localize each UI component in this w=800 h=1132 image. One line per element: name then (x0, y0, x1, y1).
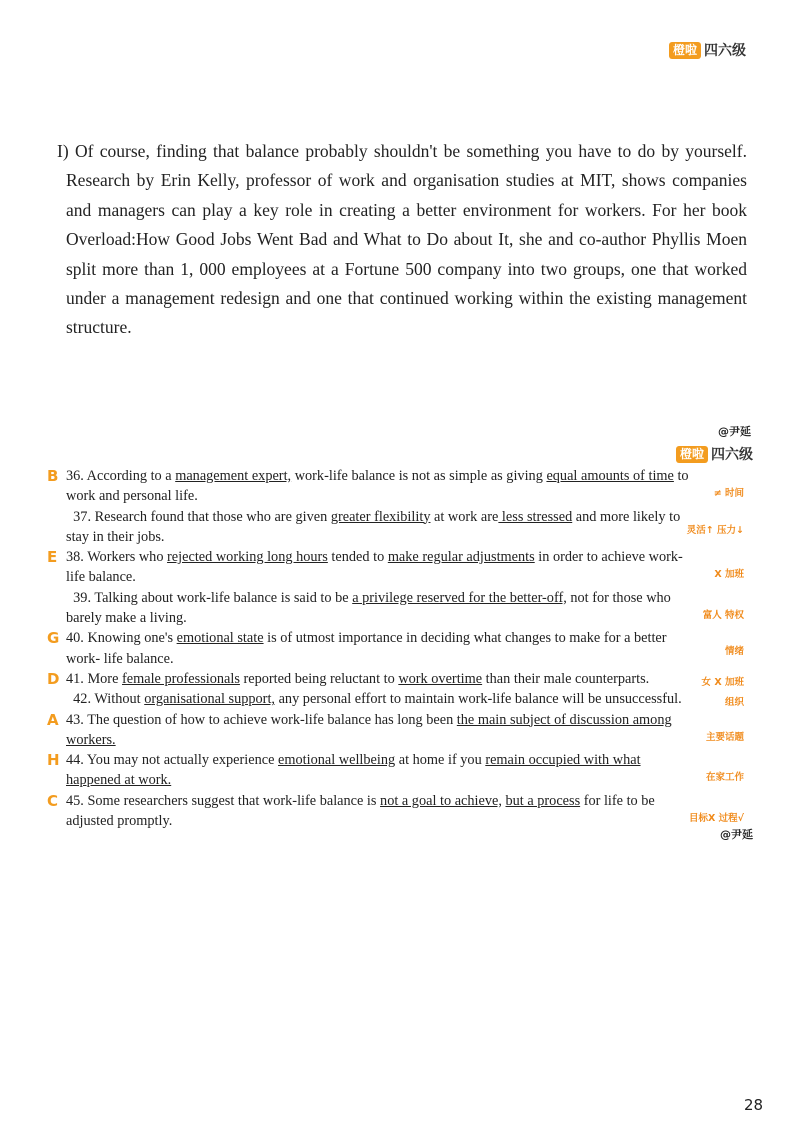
answer-tag: G (47, 629, 60, 648)
question-text: 45. Some researchers suggest that work-life balance is not a goal to achieve, but a process for life to be adjusted promptly. (66, 792, 655, 830)
question-37 (40, 507, 750, 548)
brand-text: 四六级 (704, 43, 747, 59)
question-text: 42. Without organisational support, any personal effort to maintain work-life balance will be unsuccessful. (73, 691, 682, 708)
answer-tag: H (47, 751, 60, 770)
passage-text: Of course, finding that balance probably shouldn't be something you have to do by yourself. Research by Erin Kelly, professor of work and organisation studies at MIT, shows companies and managers can play a key role in creating a better environment for workers. For her book Overload:How Good Jobs Went Bad and What to Do about It, she and co-author Phyllis Moen split more than 1, 000 employees at a Fortune 500 company into two groups, one that worked under a management redesign and one that continued working within the existing management structure. (66, 141, 747, 338)
question-43 (40, 710, 750, 751)
annotation: 灵活↑ 压力↓ (686, 524, 744, 536)
annotation: 主要话题 (705, 731, 744, 743)
question-40 (40, 628, 750, 669)
question-text: 38. Workers who rejected working long hours tended to make regular adjustments in order to achieve work- life balance. (66, 549, 683, 586)
passage-letter: I) (57, 141, 69, 161)
question-39 (40, 588, 750, 629)
answer-tag: A (47, 710, 59, 729)
question-45 (40, 791, 750, 832)
brand-badge: 橙啦 (676, 446, 708, 463)
passage (57, 137, 747, 343)
question-41 (40, 669, 750, 689)
question-text: 44. You may not actually experience emotional wellbeing at home if you remain occupied with what happened at work. (66, 752, 641, 789)
annotation: ≠ 时间 (713, 488, 744, 499)
brand-badge: 橙啦 (669, 42, 701, 59)
question-text: 43. The question of how to achieve work-life balance has long been the main subject of discussion among workers. (66, 711, 672, 748)
answer-tag: E (47, 548, 58, 567)
page-number: 28 (744, 1096, 764, 1114)
question-42 (40, 689, 750, 709)
annotation: 组织 (724, 697, 744, 709)
annotation: X 加班 (714, 569, 744, 581)
annotation: 富人 特权 (702, 609, 744, 621)
answer-tag: B (47, 467, 59, 485)
brand-text: 四六级 (711, 447, 754, 463)
annotation: 目标X 过程√ (689, 812, 744, 824)
question-text: 36. According to a management expert, work-life balance is not as simple as giving equal amounts of time to work and personal life. (66, 468, 689, 505)
brand-logo (676, 444, 753, 464)
question-text: 37. Research found that those who are given greater flexibility at work are less stressed and more likely to stay in their jobs. (66, 508, 681, 545)
author-handle: @尹延 (720, 828, 753, 841)
question-44 (40, 750, 750, 791)
question-36 (40, 466, 750, 507)
question-text: 41. More female professionals reported being reluctant to work overtime than their male counterparts. (66, 670, 650, 687)
brand-logo (669, 40, 746, 60)
author-handle: @尹延 (718, 425, 751, 438)
annotation: 在家工作 (705, 772, 744, 784)
answer-tag: C (47, 791, 59, 810)
question-text: 40. Knowing one's emotional state is of utmost importance in deciding what changes to make for a better work- life balance. (66, 630, 667, 667)
answer-tag: D (47, 669, 60, 688)
question-text: 39. Talking about work-life balance is said to be a privilege reserved for the better-off, not for those who barely make a living. (66, 589, 671, 627)
question-list (40, 466, 750, 831)
annotation: 女 X 加班 (701, 676, 744, 688)
question-38 (40, 547, 750, 588)
annotation: 情绪 (724, 646, 744, 658)
